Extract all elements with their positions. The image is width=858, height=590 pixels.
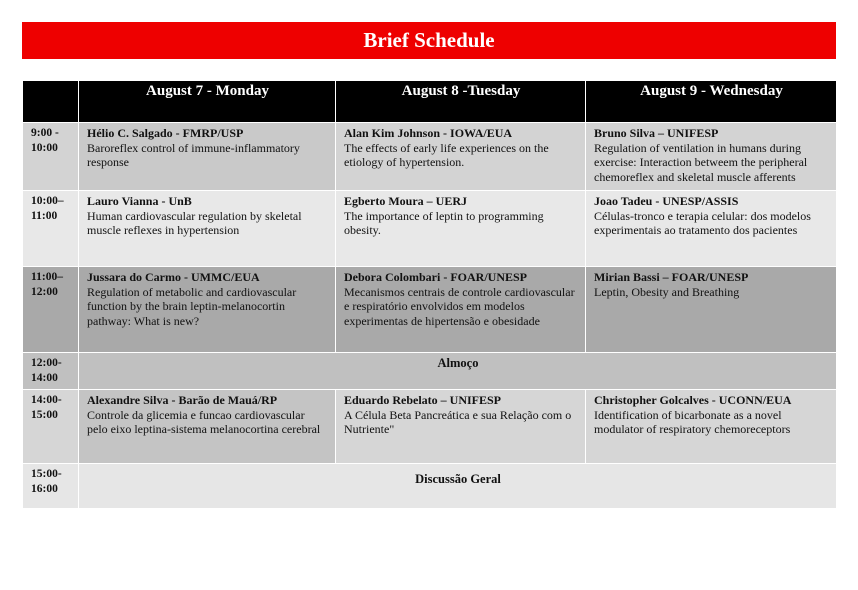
speaker-name: Alan Kim Johnson - IOWA/EUA	[344, 126, 513, 140]
time-cell: 11:00– 12:00	[23, 267, 79, 353]
table-row	[23, 123, 837, 191]
session-cell	[336, 390, 586, 464]
time-cell: 9:00 - 10:00	[23, 123, 79, 191]
talk-title: The effects of early life experiences on the etiology of hypertension.	[344, 140, 549, 169]
time-cell: 14:00- 15:00	[23, 390, 79, 464]
time-cell: 12:00- 14:00	[23, 353, 79, 390]
talk-title: Mecanismos centrais de controle cardiovascular e respiratório envolvidos em modelos experimentas de hipertensão e obesidade	[344, 284, 575, 328]
speaker-name: Bruno Silva – UNIFESP	[594, 126, 719, 140]
session-cell	[336, 123, 586, 191]
schedule-title: Brief Schedule	[22, 22, 836, 59]
session-cell	[586, 267, 837, 353]
header-row	[23, 81, 837, 123]
talk-title: Human cardiovascular regulation by skeletal muscle reflexes in hypertension	[87, 208, 302, 237]
talk-title: Leptin, Obesity and Breathing	[594, 284, 740, 299]
session-cell	[79, 191, 336, 267]
day-header: August 7 - Monday	[79, 81, 336, 123]
schedule-table	[22, 80, 837, 509]
time-cell: 15:00- 16:00	[23, 464, 79, 509]
speaker-name: Christopher Golcalves - UCONN/EUA	[594, 393, 792, 407]
speaker-name: Joao Tadeu - UNESP/ASSIS	[594, 194, 739, 208]
session-cell	[79, 390, 336, 464]
talk-title: Regulation of metabolic and cardiovascular function by the brain leptin-melanocortin pathway: What is new?	[87, 284, 297, 328]
talk-title: The importance of leptin to programming obesity.	[344, 208, 544, 237]
session-cell	[586, 123, 837, 191]
speaker-name: Hélio C. Salgado - FMRP/USP	[87, 126, 244, 140]
table-row	[23, 267, 837, 353]
speaker-name: Mirian Bassi – FOAR/UNESP	[594, 270, 749, 284]
table-row	[23, 191, 837, 267]
speaker-name: Jussara do Carmo - UMMC/EUA	[87, 270, 260, 284]
speaker-name: Lauro Vianna - UnB	[87, 194, 192, 208]
general-discussion: Discussão Geral	[79, 464, 837, 509]
talk-title: Regulation of ventilation in humans during exercise: Interaction betweem the peripheral chemoreflex and skeletal muscle afferents	[594, 140, 808, 184]
speaker-name: Egberto Moura – UERJ	[344, 194, 467, 208]
speaker-name: Eduardo Rebelato – UNIFESP	[344, 393, 502, 407]
session-cell	[79, 123, 336, 191]
time-cell: 10:00– 11:00	[23, 191, 79, 267]
session-cell	[336, 191, 586, 267]
talk-title: A Célula Beta Pancreática e sua Relação com o Nutriente"	[344, 407, 572, 436]
table-row	[23, 464, 837, 509]
talk-title: Identification of bicarbonate as a novel modulator of respiratory chemoreceptors	[594, 407, 791, 436]
day-header: August 8 -Tuesday	[336, 81, 586, 123]
table-row	[23, 390, 837, 464]
day-header: August 9 - Wednesday	[586, 81, 837, 123]
speaker-name: Alexandre Silva - Barão de Mauá/RP	[87, 393, 278, 407]
session-cell	[336, 267, 586, 353]
session-cell	[586, 390, 837, 464]
session-cell	[79, 267, 336, 353]
talk-title: Baroreflex control of immune-inflammatory response	[87, 140, 300, 169]
session-cell	[586, 191, 837, 267]
talk-title: Controle da glicemia e funcao cardiovascular pelo eixo leptina-sistema melanocortina cerebral	[87, 407, 321, 436]
talk-title: Células-tronco e terapia celular: dos modelos experimentais ao tratamento dos pacientes	[594, 208, 811, 237]
corner-cell	[23, 81, 79, 123]
table-row	[23, 353, 837, 390]
lunch-break: Almoço	[79, 353, 837, 390]
speaker-name: Debora Colombari - FOAR/UNESP	[344, 270, 527, 284]
